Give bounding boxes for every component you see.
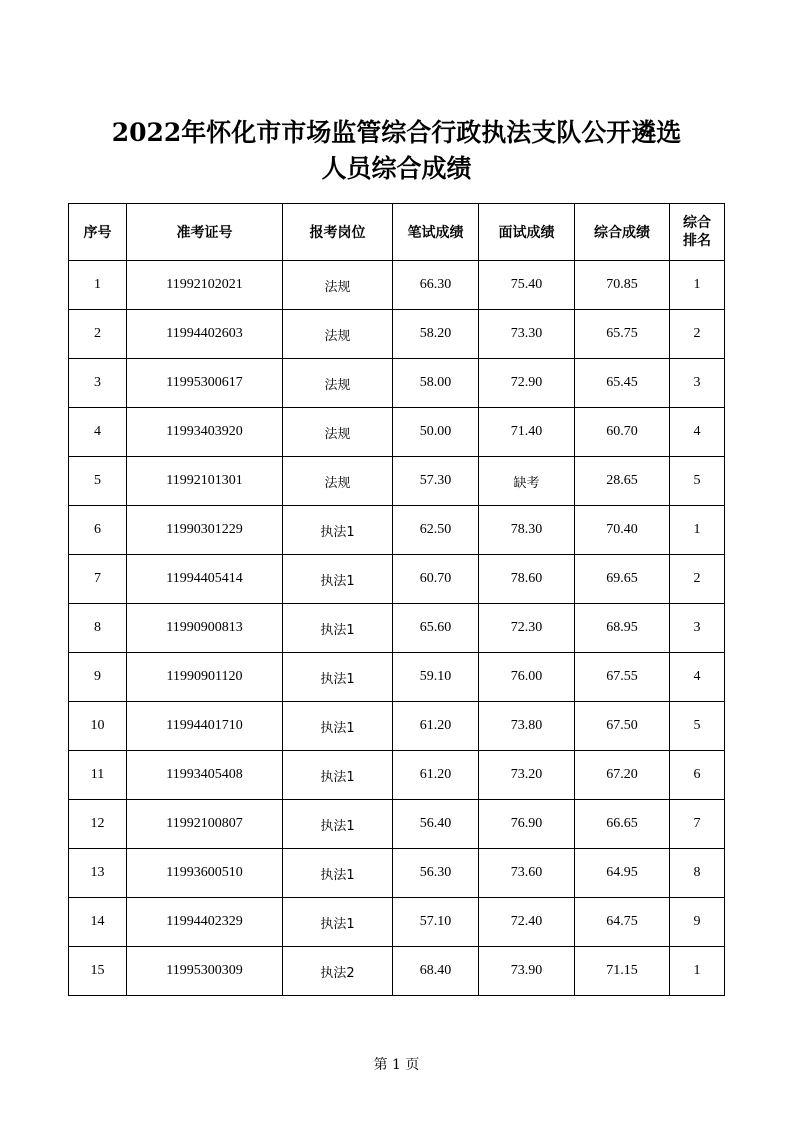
cell-interview-score: 72.40 xyxy=(479,898,575,947)
cell-rank: 6 xyxy=(670,751,725,800)
cell-exam-id: 11995300309 xyxy=(127,947,283,996)
cell-written-score: 62.50 xyxy=(393,506,479,555)
cell-rank: 3 xyxy=(670,359,725,408)
table-row xyxy=(69,506,725,555)
header-index: 序号 xyxy=(69,204,127,261)
header-interview-score: 面试成绩 xyxy=(479,204,575,261)
cell-index: 13 xyxy=(69,849,127,898)
cell-total-score: 71.15 xyxy=(575,947,670,996)
cell-position: 法规 xyxy=(283,359,393,408)
cell-index: 7 xyxy=(69,555,127,604)
cell-written-score: 61.20 xyxy=(393,702,479,751)
table-row xyxy=(69,947,725,996)
page-number: 第 1 页 xyxy=(373,1057,420,1073)
cell-index: 14 xyxy=(69,898,127,947)
cell-exam-id: 11993405408 xyxy=(127,751,283,800)
cell-rank: 1 xyxy=(670,947,725,996)
table-row xyxy=(69,702,725,751)
cell-index: 11 xyxy=(69,751,127,800)
cell-total-score: 67.50 xyxy=(575,702,670,751)
cell-index: 8 xyxy=(69,604,127,653)
cell-total-score: 66.65 xyxy=(575,800,670,849)
cell-total-score: 67.20 xyxy=(575,751,670,800)
cell-exam-id: 11990900813 xyxy=(127,604,283,653)
cell-rank: 7 xyxy=(670,800,725,849)
cell-total-score: 69.65 xyxy=(575,555,670,604)
cell-written-score: 56.30 xyxy=(393,849,479,898)
table-body xyxy=(69,261,725,996)
cell-interview-score: 71.40 xyxy=(479,408,575,457)
cell-interview-score: 73.80 xyxy=(479,702,575,751)
page-title: 2022年怀化市市场监管综合行政执法支队公开遴选 xyxy=(111,118,682,147)
cell-interview-score: 72.30 xyxy=(479,604,575,653)
table-header-row xyxy=(69,204,725,261)
cell-index: 12 xyxy=(69,800,127,849)
cell-interview-score: 78.60 xyxy=(479,555,575,604)
cell-total-score: 67.55 xyxy=(575,653,670,702)
cell-total-score: 64.75 xyxy=(575,898,670,947)
cell-total-score: 65.75 xyxy=(575,310,670,359)
cell-exam-id: 11995300617 xyxy=(127,359,283,408)
cell-position: 执法1 xyxy=(283,604,393,653)
cell-position: 执法1 xyxy=(283,653,393,702)
cell-interview-score: 73.90 xyxy=(479,947,575,996)
table-row xyxy=(69,898,725,947)
cell-rank: 1 xyxy=(670,261,725,310)
cell-exam-id: 11994401710 xyxy=(127,702,283,751)
cell-total-score: 60.70 xyxy=(575,408,670,457)
table-row xyxy=(69,800,725,849)
table-row xyxy=(69,653,725,702)
header-exam-id: 准考证号 xyxy=(127,204,283,261)
cell-rank: 4 xyxy=(670,653,725,702)
cell-rank: 3 xyxy=(670,604,725,653)
header-rank: 综合排名 xyxy=(670,204,725,261)
cell-exam-id: 11993403920 xyxy=(127,408,283,457)
cell-position: 法规 xyxy=(283,408,393,457)
cell-interview-score: 78.30 xyxy=(479,506,575,555)
cell-exam-id: 11994402329 xyxy=(127,898,283,947)
cell-written-score: 66.30 xyxy=(393,261,479,310)
cell-interview-score: 73.30 xyxy=(479,310,575,359)
cell-position: 执法1 xyxy=(283,849,393,898)
cell-total-score: 70.40 xyxy=(575,506,670,555)
cell-written-score: 58.00 xyxy=(393,359,479,408)
cell-exam-id: 11994402603 xyxy=(127,310,283,359)
cell-position: 法规 xyxy=(283,457,393,506)
cell-index: 9 xyxy=(69,653,127,702)
cell-rank: 9 xyxy=(670,898,725,947)
cell-exam-id: 11994405414 xyxy=(127,555,283,604)
score-table xyxy=(68,203,725,996)
cell-exam-id: 11992100807 xyxy=(127,800,283,849)
cell-written-score: 57.10 xyxy=(393,898,479,947)
header-position: 报考岗位 xyxy=(283,204,393,261)
table-row xyxy=(69,849,725,898)
table-row xyxy=(69,457,725,506)
cell-interview-score: 73.60 xyxy=(479,849,575,898)
cell-rank: 2 xyxy=(670,555,725,604)
cell-interview-score: 缺考 xyxy=(479,457,575,506)
cell-total-score: 70.85 xyxy=(575,261,670,310)
table-row xyxy=(69,751,725,800)
cell-total-score: 65.45 xyxy=(575,359,670,408)
cell-position: 法规 xyxy=(283,310,393,359)
cell-index: 4 xyxy=(69,408,127,457)
cell-index: 3 xyxy=(69,359,127,408)
cell-position: 执法2 xyxy=(283,947,393,996)
cell-position: 执法1 xyxy=(283,506,393,555)
cell-total-score: 68.95 xyxy=(575,604,670,653)
cell-rank: 2 xyxy=(670,310,725,359)
cell-exam-id: 11993600510 xyxy=(127,849,283,898)
table-row xyxy=(69,555,725,604)
cell-written-score: 60.70 xyxy=(393,555,479,604)
cell-written-score: 58.20 xyxy=(393,310,479,359)
cell-interview-score: 76.00 xyxy=(479,653,575,702)
cell-rank: 1 xyxy=(670,506,725,555)
table-row xyxy=(69,408,725,457)
cell-position: 执法1 xyxy=(283,702,393,751)
cell-rank: 5 xyxy=(670,457,725,506)
cell-total-score: 64.95 xyxy=(575,849,670,898)
table-row xyxy=(69,359,725,408)
cell-position: 执法1 xyxy=(283,751,393,800)
cell-index: 2 xyxy=(69,310,127,359)
cell-written-score: 50.00 xyxy=(393,408,479,457)
cell-position: 执法1 xyxy=(283,555,393,604)
table-row xyxy=(69,604,725,653)
cell-rank: 4 xyxy=(670,408,725,457)
header-written-score: 笔试成绩 xyxy=(393,204,479,261)
cell-index: 6 xyxy=(69,506,127,555)
cell-position: 执法1 xyxy=(283,800,393,849)
cell-rank: 5 xyxy=(670,702,725,751)
cell-position: 法规 xyxy=(283,261,393,310)
page-subtitle: 人员综合成绩 xyxy=(321,154,472,183)
cell-position: 执法1 xyxy=(283,898,393,947)
table-row xyxy=(69,261,725,310)
cell-written-score: 65.60 xyxy=(393,604,479,653)
cell-exam-id: 11990301229 xyxy=(127,506,283,555)
cell-exam-id: 11990901120 xyxy=(127,653,283,702)
cell-index: 5 xyxy=(69,457,127,506)
table-row xyxy=(69,310,725,359)
cell-index: 15 xyxy=(69,947,127,996)
cell-written-score: 56.40 xyxy=(393,800,479,849)
cell-interview-score: 76.90 xyxy=(479,800,575,849)
cell-interview-score: 73.20 xyxy=(479,751,575,800)
cell-written-score: 61.20 xyxy=(393,751,479,800)
cell-total-score: 28.65 xyxy=(575,457,670,506)
header-total-score: 综合成绩 xyxy=(575,204,670,261)
cell-interview-score: 75.40 xyxy=(479,261,575,310)
cell-written-score: 57.30 xyxy=(393,457,479,506)
cell-written-score: 68.40 xyxy=(393,947,479,996)
cell-interview-score: 72.90 xyxy=(479,359,575,408)
cell-index: 10 xyxy=(69,702,127,751)
cell-index: 1 xyxy=(69,261,127,310)
cell-exam-id: 11992101301 xyxy=(127,457,283,506)
cell-exam-id: 11992102021 xyxy=(127,261,283,310)
cell-rank: 8 xyxy=(670,849,725,898)
cell-written-score: 59.10 xyxy=(393,653,479,702)
